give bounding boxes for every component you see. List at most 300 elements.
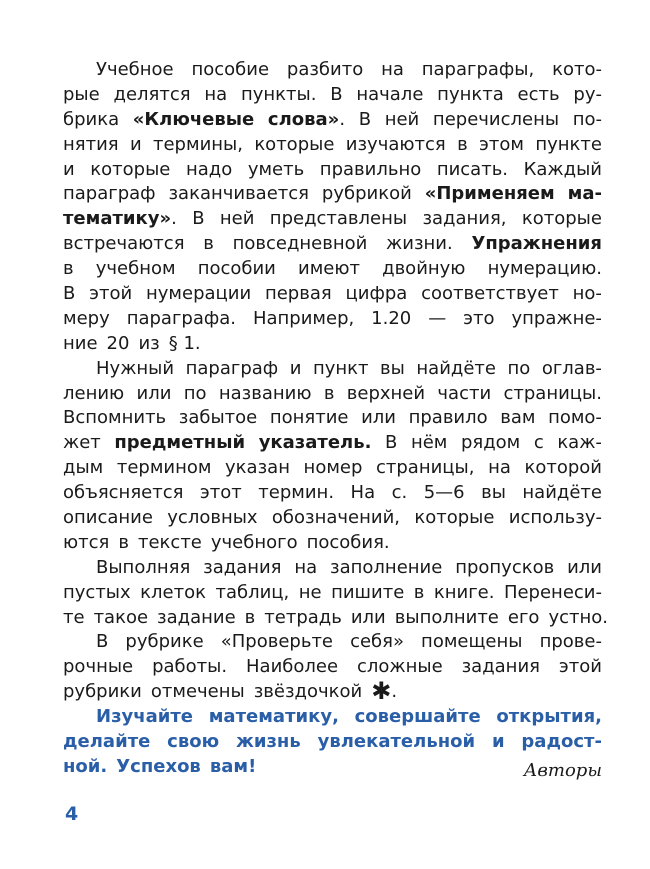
word [492, 730, 505, 755]
word [421, 630, 522, 655]
word-text: на [204, 83, 228, 105]
word-text: в [323, 382, 335, 404]
word-text: и [129, 133, 142, 155]
word-text: параграф [63, 183, 156, 205]
word [63, 655, 133, 680]
word [191, 58, 269, 83]
word-text: забытое [178, 407, 258, 429]
word [522, 481, 602, 506]
word-text: каж- [557, 432, 602, 454]
word-text: прове- [539, 631, 602, 653]
asterisk-marker: ✱. [371, 677, 398, 706]
word-text: оглав- [541, 357, 602, 379]
word [290, 357, 302, 382]
word-text: жет [63, 432, 101, 454]
paragraph-structure [63, 58, 602, 357]
word [548, 406, 602, 431]
word-text: Перенеси- [503, 581, 602, 603]
word [496, 705, 602, 730]
word-text: дым [63, 457, 104, 479]
text-line [63, 581, 602, 606]
text-line [63, 677, 602, 706]
text-line [63, 630, 602, 655]
word-text: с. [391, 482, 408, 504]
word [461, 431, 520, 456]
word [567, 556, 602, 581]
star-icon: ✱ [371, 677, 392, 706]
word [557, 431, 602, 456]
word-text: не [298, 581, 322, 603]
word-text: «Проверьте [220, 631, 333, 653]
word [209, 705, 339, 730]
word [96, 357, 174, 382]
text-line [63, 655, 602, 680]
word-text: работы. [152, 656, 228, 678]
text-line [63, 730, 602, 755]
word [322, 182, 412, 207]
word-text: рые [63, 83, 100, 105]
word [437, 158, 508, 183]
text-line [63, 357, 602, 382]
word-text: меру [63, 307, 110, 329]
word-text: свою [167, 731, 220, 753]
word-text: пункта [437, 83, 504, 105]
text-line [63, 257, 602, 282]
word [524, 456, 602, 481]
word [331, 581, 404, 606]
word [272, 506, 400, 531]
word-text: нятия [63, 133, 119, 155]
word-text: пропусков [455, 556, 555, 578]
word [299, 581, 322, 606]
word [153, 133, 243, 158]
word [63, 730, 150, 755]
word [265, 282, 332, 307]
word [573, 83, 602, 108]
word [219, 382, 312, 407]
word [253, 307, 354, 332]
word [264, 606, 342, 631]
bold-term: тематику» [63, 208, 172, 230]
word [359, 108, 371, 133]
word-text: . [339, 108, 346, 130]
word [107, 332, 130, 357]
word [346, 282, 408, 307]
word-text: разбито [286, 59, 364, 80]
paragraph-self-check [63, 630, 602, 705]
word [130, 133, 142, 158]
word [318, 730, 476, 755]
word-text: которые [521, 208, 602, 230]
word [63, 755, 107, 780]
word [386, 232, 453, 257]
text-line [63, 531, 602, 556]
word-text: найдёте [522, 482, 602, 504]
word [351, 606, 386, 631]
word-text: обозначений, [271, 507, 401, 529]
word-text: сложные [356, 656, 443, 678]
word-text: в [413, 581, 425, 603]
word-text: из [138, 332, 160, 354]
text-line [63, 705, 602, 730]
word-text: На [350, 482, 376, 504]
word [63, 581, 131, 606]
word-text: помо- [548, 407, 602, 429]
word-text: рубрики [63, 681, 142, 703]
word [215, 581, 289, 606]
text-line [63, 456, 602, 481]
word [233, 232, 368, 257]
word-text: Наиболее [246, 656, 339, 678]
bold-term: ма- [567, 183, 602, 205]
word-text: Выполняя [96, 556, 191, 578]
word-text: делятся [113, 83, 191, 105]
word [114, 83, 191, 108]
bold-term: «Применяем [424, 183, 555, 205]
word-text: но- [572, 283, 602, 305]
word [409, 406, 488, 431]
word-text: цифра [345, 283, 408, 305]
text-line [63, 556, 602, 581]
word [552, 58, 602, 83]
word-text: этот [199, 482, 242, 504]
word-text: пункты. [240, 83, 317, 105]
word-text: встречаются [63, 233, 185, 255]
word [371, 307, 411, 332]
word-text: с [533, 432, 544, 454]
paragraph-navigation [63, 357, 602, 556]
word-text: в [203, 233, 214, 255]
word [508, 606, 540, 631]
word [168, 182, 309, 207]
text-line [63, 481, 602, 506]
word [96, 630, 108, 655]
word [512, 307, 602, 332]
word-text: таблиц, [215, 581, 290, 603]
word [298, 257, 360, 282]
word [63, 207, 177, 232]
word-text: параграфы, [421, 59, 535, 80]
word [225, 456, 290, 481]
word [488, 456, 511, 481]
word-text: вы [380, 357, 405, 379]
word [241, 83, 316, 108]
word [114, 431, 245, 456]
word [481, 481, 506, 506]
word [117, 456, 212, 481]
word-text: или [361, 407, 396, 429]
word [455, 556, 554, 581]
word [63, 108, 119, 133]
word [346, 133, 446, 158]
word-text: задания [203, 556, 282, 578]
text-line [63, 755, 602, 780]
word-text: . [171, 208, 177, 230]
word-text: условных [167, 507, 258, 529]
word [376, 456, 475, 481]
word [63, 332, 98, 357]
word-text: ются [63, 531, 110, 553]
text-line [63, 182, 602, 207]
word [133, 108, 254, 133]
word [254, 133, 334, 158]
word-text: которой [524, 457, 602, 479]
word [361, 406, 396, 431]
word-text: представлены [269, 208, 408, 230]
word-text: пишите [331, 581, 405, 603]
word-text: ру- [573, 83, 602, 105]
word-text: В [385, 432, 398, 454]
word [140, 581, 206, 606]
word-text: начале [356, 83, 424, 105]
word-text: рубрикой [321, 183, 412, 205]
word-text: упражне- [511, 307, 602, 329]
word-text: — [428, 307, 447, 329]
word [294, 556, 317, 581]
word [268, 108, 345, 133]
bold-term: предметный [114, 432, 246, 454]
word-text: Учебное [96, 59, 174, 80]
word [542, 357, 602, 382]
word [258, 481, 334, 506]
word-text: его [507, 606, 540, 628]
text-line [63, 133, 602, 158]
word-text: найдёте [416, 357, 496, 379]
word-text: нумерации [146, 283, 252, 305]
word [63, 182, 156, 207]
word-text: перечислены [432, 108, 560, 130]
word-text: понятие [269, 407, 349, 429]
word [509, 506, 602, 531]
word [96, 257, 176, 282]
text-line [63, 83, 602, 108]
text-line [63, 307, 602, 332]
word-text: параграф [185, 357, 279, 379]
bold-term: Упражнения [471, 233, 602, 255]
word [63, 506, 153, 531]
word-text: звёздочкой [253, 681, 363, 703]
word [414, 581, 425, 606]
word-text: Вспомнить [63, 407, 167, 429]
word-text: клеток [140, 581, 206, 603]
paragraph-closing [63, 705, 602, 780]
word-text: В [358, 108, 372, 130]
word-text: использу- [508, 507, 602, 529]
word [127, 307, 236, 332]
word-text: В [192, 208, 205, 230]
word [248, 158, 304, 183]
word-text: на [294, 556, 318, 578]
word [462, 655, 540, 680]
paragraph-exercises [63, 556, 608, 631]
word [313, 357, 369, 382]
word-text: книге. [433, 581, 495, 603]
word-text: математику, [208, 706, 339, 728]
text-line [63, 58, 602, 83]
word [433, 108, 559, 133]
word [508, 357, 531, 382]
text-line [63, 382, 602, 407]
word [167, 506, 257, 531]
word-text: этой [89, 283, 133, 305]
word [518, 83, 560, 108]
word [381, 58, 404, 83]
word [63, 680, 142, 705]
word [382, 257, 465, 282]
word-text: В [96, 631, 109, 653]
word [152, 655, 227, 680]
word-text: в [244, 606, 256, 628]
word-text: правильно [319, 158, 422, 180]
word [463, 307, 494, 332]
word [63, 531, 109, 556]
word-text: пособия. [306, 531, 390, 553]
word-text: которые [414, 507, 495, 529]
word [200, 481, 242, 506]
word [422, 207, 506, 232]
word-text: Успехов [116, 755, 201, 777]
word-text: на [488, 457, 511, 479]
word-text: параграфа. [126, 307, 236, 329]
text-line [63, 108, 602, 133]
word-text: указан [225, 457, 290, 479]
word [428, 307, 446, 332]
word-text: учебном [95, 258, 176, 280]
word [573, 282, 602, 307]
word-text: объясняется [63, 482, 184, 504]
word [355, 705, 481, 730]
word-text: устно. [548, 606, 608, 628]
word [548, 606, 608, 631]
word-text: выполните [394, 606, 499, 628]
word-text: на [381, 59, 404, 80]
word-text: писать. [436, 158, 509, 180]
page-body [63, 58, 608, 780]
word-text: нумерацию. [487, 258, 602, 280]
word-text: изучаются [345, 133, 446, 155]
word [395, 606, 499, 631]
word-text: по- [572, 108, 602, 130]
word [204, 83, 227, 108]
word [457, 133, 468, 158]
word-text: В [330, 83, 343, 105]
word-text: двойную [382, 258, 466, 280]
text-line [63, 606, 608, 631]
word [210, 755, 256, 780]
word [63, 257, 74, 282]
word [392, 481, 408, 506]
word [421, 282, 559, 307]
word-text: Нужный [96, 357, 175, 379]
word [63, 158, 75, 183]
word [220, 207, 255, 232]
word-text: этой [558, 656, 602, 678]
word-text: задание [157, 606, 236, 628]
word-text: ной. [63, 755, 108, 777]
word [270, 207, 407, 232]
page-number: 4 [65, 803, 79, 825]
word [89, 282, 132, 307]
word-text: страницы, [376, 457, 475, 479]
word-text: 1.20 [371, 307, 412, 329]
text-line [63, 332, 602, 357]
word [471, 232, 602, 257]
word [559, 655, 602, 680]
word [236, 730, 301, 755]
word-text: лению [63, 382, 125, 404]
word [63, 232, 185, 257]
word-text: уметь [247, 158, 305, 180]
word [254, 680, 363, 705]
word [324, 382, 335, 407]
word-text: Каждый [523, 158, 602, 180]
word-text: 20 [106, 332, 130, 354]
word-text: названию [218, 382, 312, 404]
word [198, 257, 276, 282]
bold-term: «Ключевые [132, 108, 255, 130]
word-text: делайте [63, 731, 151, 753]
word-text: 5—6 [423, 482, 465, 504]
word [151, 680, 245, 705]
word [504, 382, 603, 407]
word-text: такое [93, 606, 149, 628]
word-text: пустых [63, 581, 131, 603]
word-text: части [437, 382, 492, 404]
text-line [63, 431, 602, 456]
word [63, 83, 100, 108]
word-text: нём [410, 432, 448, 454]
word [63, 481, 183, 506]
word [125, 630, 203, 655]
word [138, 531, 202, 556]
word [422, 58, 535, 83]
word-text: по [183, 382, 207, 404]
word-text: жизнь [235, 731, 301, 753]
word-text: увлекательной [317, 731, 476, 753]
word [270, 406, 349, 431]
word-text: отмечены [150, 681, 245, 703]
word-text: и [491, 731, 505, 753]
word-text: и [289, 357, 302, 379]
word [94, 606, 148, 631]
word [330, 556, 442, 581]
word [90, 158, 170, 183]
word-text: в [63, 258, 74, 280]
word-text: учебного [210, 531, 298, 553]
word-text: или [350, 606, 386, 628]
text-line [63, 506, 602, 531]
word [137, 382, 172, 407]
word-text: в [457, 133, 468, 155]
word [380, 357, 405, 382]
word [351, 481, 376, 506]
word [568, 182, 602, 207]
word [179, 406, 258, 431]
word-text: или [136, 382, 172, 404]
word-text: правило [408, 407, 488, 429]
word [221, 630, 333, 655]
word-text: есть [517, 83, 560, 105]
word [211, 531, 298, 556]
word-text: термины, [153, 133, 243, 155]
word [167, 730, 219, 755]
word [521, 730, 602, 755]
word [534, 431, 544, 456]
word-text: ней [219, 208, 255, 230]
text-line [63, 232, 602, 257]
word [63, 456, 103, 481]
bold-term: слова» [267, 108, 340, 130]
